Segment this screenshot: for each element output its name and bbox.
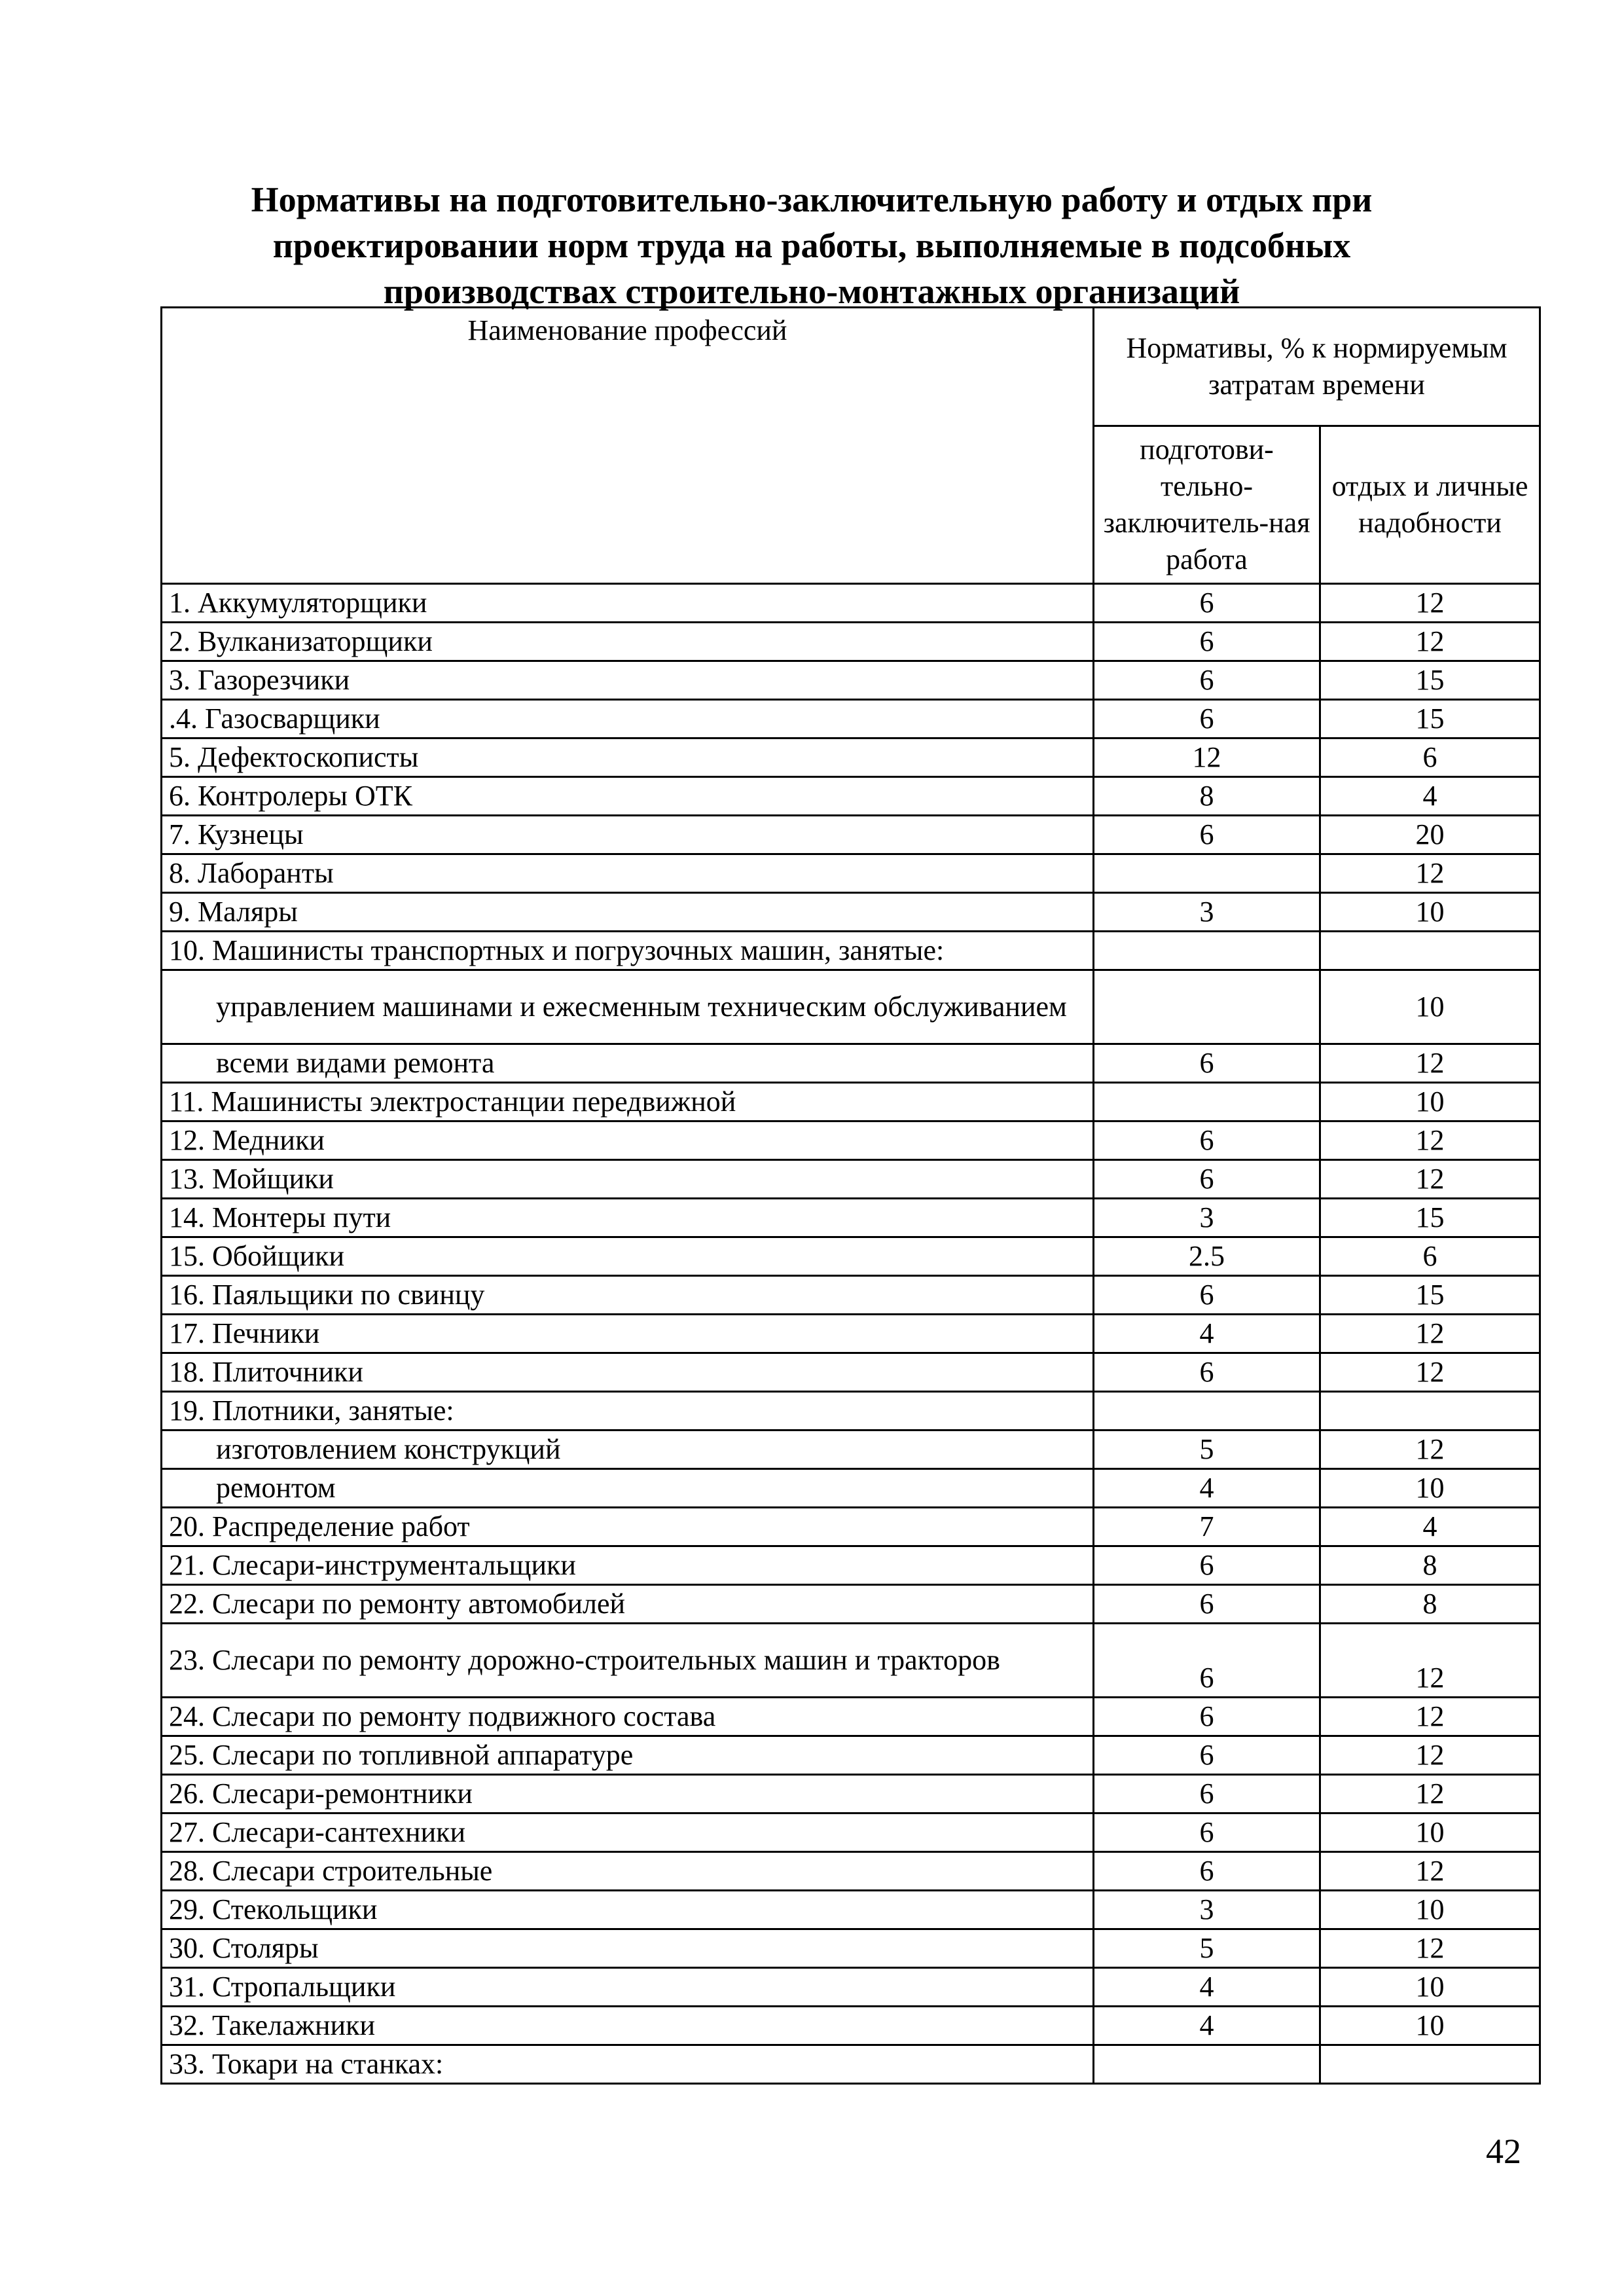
profession-name-cell: 22. Слесари по ремонту автомобилей [162,1585,1094,1624]
rest-needs-value: 20 [1320,816,1540,854]
profession-name-cell: 15. Обойщики [162,1237,1094,1276]
table-row [162,777,1540,816]
profession-name-cell: 29. Стекольщики [162,1891,1094,1929]
preparatory-work-value: 6 [1094,1624,1320,1698]
rest-needs-value: 12 [1320,1353,1540,1392]
preparatory-work-value: 6 [1094,1546,1320,1585]
preparatory-work-value: 4 [1094,2007,1320,2045]
rest-needs-value: 4 [1320,777,1540,816]
title-line-3: производствах строительно-монтажных организаций [383,272,1240,311]
preparatory-work-value: 4 [1094,1968,1320,2007]
preparatory-work-value [1094,932,1320,970]
rest-needs-value: 15 [1320,700,1540,738]
rest-needs-value: 12 [1320,1624,1540,1698]
table-row [162,1160,1540,1199]
preparatory-work-value: 8 [1094,777,1320,816]
profession-name-cell: 24. Слесари по ремонту подвижного состава [162,1698,1094,1736]
profession-name-cell: 7. Кузнецы [162,816,1094,854]
profession-name-cell: управлением машинами и ежесменным техническим обслуживанием [162,970,1094,1044]
preparatory-work-value: 3 [1094,1891,1320,1929]
header-preparatory-work: подготови-тельно-заключитель-ная работа [1094,426,1320,584]
preparatory-work-value: 6 [1094,1698,1320,1736]
rest-needs-value: 10 [1320,1469,1540,1508]
rest-needs-value: 12 [1320,1929,1540,1968]
profession-name-cell: 13. Мойщики [162,1160,1094,1199]
preparatory-work-value: 6 [1094,700,1320,738]
profession-name-cell: 12. Медники [162,1121,1094,1160]
profession-name-cell: изготовлением конструкций [162,1430,1094,1469]
profession-name-cell: 30. Столяры [162,1929,1094,1968]
profession-name-cell: 1. Аккумуляторщики [162,584,1094,623]
profession-name-cell: 11. Машинисты электростанции передвижной [162,1083,1094,1121]
preparatory-work-value: 4 [1094,1469,1320,1508]
title-line-1: Нормативы на подготовительно-заключительную работу и отдых при [251,180,1373,219]
preparatory-work-value: 6 [1094,623,1320,661]
table-row [162,2045,1540,2084]
table-row [162,1852,1540,1891]
preparatory-work-value: 2.5 [1094,1237,1320,1276]
table-row [162,700,1540,738]
table-row [162,661,1540,700]
table-row [162,1276,1540,1315]
profession-name-cell: всеми видами ремонта [162,1044,1094,1083]
preparatory-work-value [1094,970,1320,1044]
table-row [162,1121,1540,1160]
rest-needs-value: 12 [1320,1044,1540,1083]
rest-needs-value: 12 [1320,1698,1540,1736]
rest-needs-value: 12 [1320,1121,1540,1160]
table-row [162,932,1540,970]
preparatory-work-value: 6 [1094,1736,1320,1775]
table-row [162,1199,1540,1237]
title-line-2: проектировании норм труда на работы, выполняемые в подсобных [272,226,1351,265]
preparatory-work-value: 6 [1094,1353,1320,1392]
rest-needs-value: 12 [1320,1852,1540,1891]
preparatory-work-value: 3 [1094,893,1320,932]
preparatory-work-value: 5 [1094,1929,1320,1968]
profession-name-cell: 3. Газорезчики [162,661,1094,700]
profession-name-cell: .4. Газосварщики [162,700,1094,738]
table-row [162,1353,1540,1392]
preparatory-work-value: 3 [1094,1199,1320,1237]
rest-needs-value: 12 [1320,1736,1540,1775]
rest-needs-value [1320,2045,1540,2084]
rest-needs-value: 10 [1320,1813,1540,1852]
table-row [162,738,1540,777]
table-row [162,816,1540,854]
header-profession-name: Наименование профессий [162,308,1094,584]
preparatory-work-value: 6 [1094,1044,1320,1083]
table-row [162,1736,1540,1775]
rest-needs-value: 15 [1320,1276,1540,1315]
profession-name-cell: 31. Стропальщики [162,1968,1094,2007]
profession-name-cell: 28. Слесари строительные [162,1852,1094,1891]
preparatory-work-value [1094,2045,1320,2084]
profession-name-cell: 27. Слесари-сантехники [162,1813,1094,1852]
rest-needs-value: 10 [1320,1083,1540,1121]
rest-needs-value: 10 [1320,970,1540,1044]
rest-needs-value: 12 [1320,1775,1540,1813]
profession-name-cell: 10. Машинисты транспортных и погрузочных машин, занятые: [162,932,1094,970]
table-row [162,1315,1540,1353]
header-norms-group: Нормативы, % к нормируемым затратам времени [1094,308,1540,426]
rest-needs-value: 12 [1320,1160,1540,1199]
preparatory-work-value: 12 [1094,738,1320,777]
preparatory-work-value: 4 [1094,1315,1320,1353]
profession-name-cell: 16. Паяльщики по свинцу [162,1276,1094,1315]
preparatory-work-value: 6 [1094,1775,1320,1813]
rest-needs-value: 4 [1320,1508,1540,1546]
table-row [162,1891,1540,1929]
profession-name-cell: 2. Вулканизаторщики [162,623,1094,661]
preparatory-work-value: 6 [1094,584,1320,623]
rest-needs-value: 6 [1320,1237,1540,1276]
rest-needs-value: 10 [1320,2007,1540,2045]
table-row [162,1430,1540,1469]
preparatory-work-value: 6 [1094,1585,1320,1624]
table-row [162,1929,1540,1968]
preparatory-work-value: 6 [1094,1276,1320,1315]
table-row [162,1698,1540,1736]
rest-needs-value: 10 [1320,1891,1540,1929]
profession-name-cell: 17. Печники [162,1315,1094,1353]
table-row [162,584,1540,623]
preparatory-work-value [1094,1392,1320,1430]
rest-needs-value: 10 [1320,893,1540,932]
preparatory-work-value: 6 [1094,1813,1320,1852]
table-row [162,854,1540,893]
profession-name-cell: 32. Такелажники [162,2007,1094,2045]
preparatory-work-value: 6 [1094,816,1320,854]
preparatory-work-value: 5 [1094,1430,1320,1469]
rest-needs-value: 8 [1320,1546,1540,1585]
table-row [162,1392,1540,1430]
rest-needs-value: 6 [1320,738,1540,777]
preparatory-work-value: 7 [1094,1508,1320,1546]
rest-needs-value: 15 [1320,661,1540,700]
preparatory-work-value: 6 [1094,1160,1320,1199]
rest-needs-value: 12 [1320,584,1540,623]
table-row [162,2007,1540,2045]
table-row [162,1044,1540,1083]
rest-needs-value [1320,932,1540,970]
page-number: 42 [1486,2132,1521,2171]
rest-needs-value: 12 [1320,1430,1540,1469]
profession-name-cell: 21. Слесари-инструментальщики [162,1546,1094,1585]
profession-name-cell: 18. Плиточники [162,1353,1094,1392]
profession-name-cell: 23. Слесари по ремонту дорожно-строительных машин и тракторов [162,1624,1094,1698]
profession-name-cell: 6. Контролеры ОТК [162,777,1094,816]
profession-name-cell: 19. Плотники, занятые: [162,1392,1094,1430]
profession-name-cell: ремонтом [162,1469,1094,1508]
rest-needs-value: 12 [1320,1315,1540,1353]
preparatory-work-value: 6 [1094,1121,1320,1160]
profession-name-cell: 9. Маляры [162,893,1094,932]
table-row [162,1775,1540,1813]
table-row [162,1546,1540,1585]
profession-name-cell: 8. Лаборанты [162,854,1094,893]
table-row [162,970,1540,1044]
profession-name-cell: 25. Слесари по топливной аппаратуре [162,1736,1094,1775]
profession-name-cell: 26. Слесари-ремонтники [162,1775,1094,1813]
table-row [162,1813,1540,1852]
table-row [162,1968,1540,2007]
preparatory-work-value: 6 [1094,661,1320,700]
document-title [196,177,1427,314]
table-row [162,623,1540,661]
profession-name-cell: 20. Распределение работ [162,1508,1094,1546]
profession-name-cell: 14. Монтеры пути [162,1199,1094,1237]
profession-name-cell: 5. Дефектоскописты [162,738,1094,777]
table-row [162,1083,1540,1121]
table-row [162,1469,1540,1508]
norms-table [160,306,1541,2085]
rest-needs-value: 8 [1320,1585,1540,1624]
rest-needs-value: 10 [1320,1968,1540,2007]
table-row [162,1508,1540,1546]
table-row [162,1237,1540,1276]
rest-needs-value [1320,1392,1540,1430]
preparatory-work-value [1094,1083,1320,1121]
rest-needs-value: 12 [1320,854,1540,893]
rest-needs-value: 12 [1320,623,1540,661]
table-row [162,893,1540,932]
table-body [162,584,1540,2084]
table-row [162,1624,1540,1698]
table-row [162,1585,1540,1624]
header-rest-personal-needs: отдых и личные надобности [1320,426,1540,584]
preparatory-work-value: 6 [1094,1852,1320,1891]
profession-name-cell: 33. Токари на станках: [162,2045,1094,2084]
preparatory-work-value [1094,854,1320,893]
rest-needs-value: 15 [1320,1199,1540,1237]
